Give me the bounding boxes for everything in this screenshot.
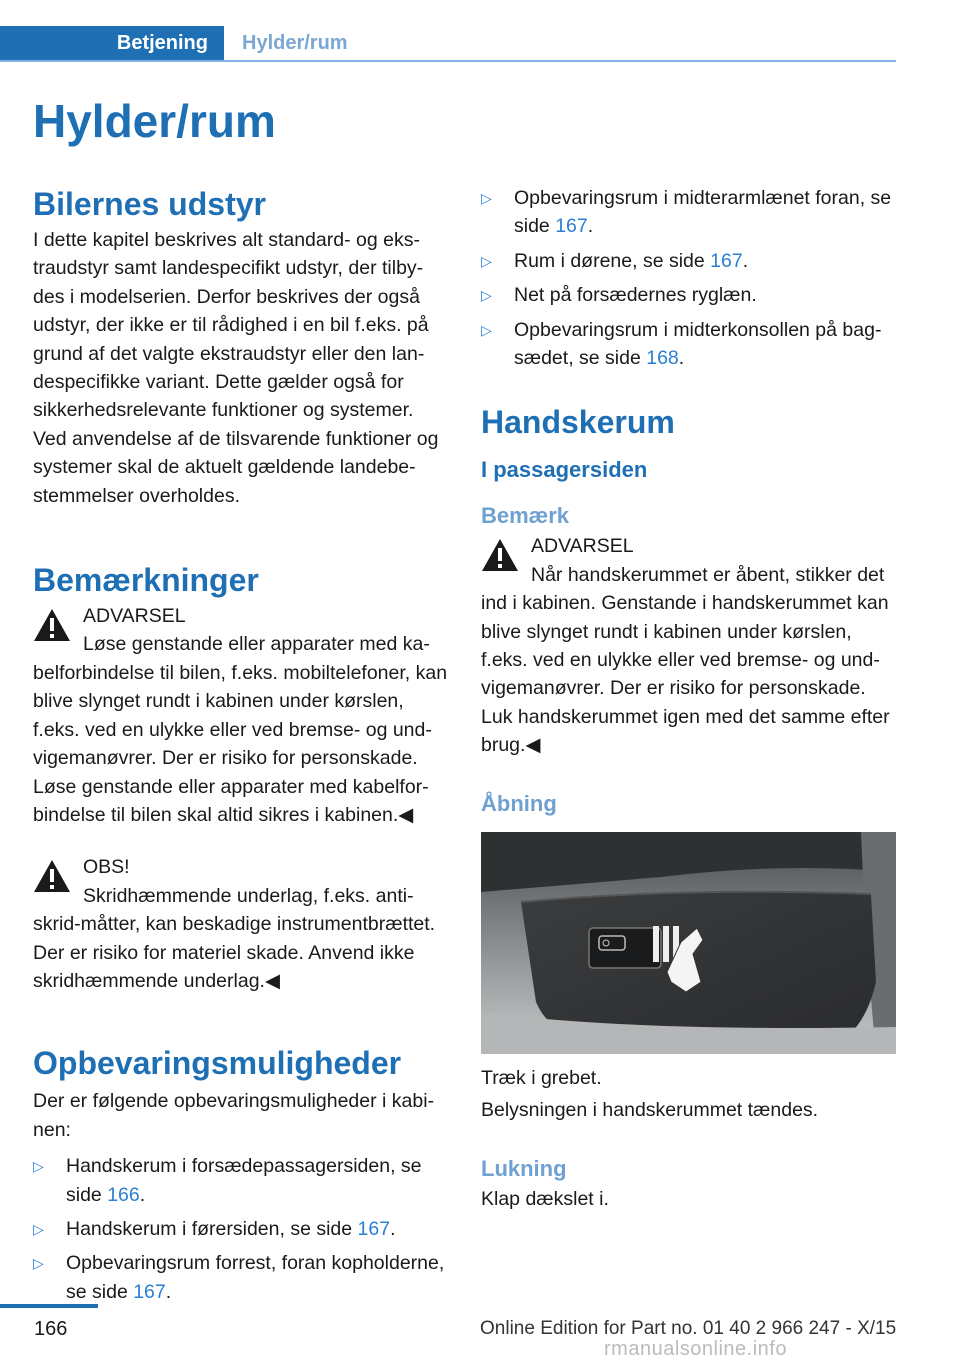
list-item: ▷ Net på forsædernes ryglæn. <box>481 281 896 309</box>
section-tab[interactable]: Hylder/rum <box>242 32 348 54</box>
opening-heading: Åbning <box>481 790 557 816</box>
warning-triangle-icon <box>33 608 71 642</box>
edition-text: Online Edition for Part no. 01 40 2 966 247 - X/15 <box>480 1318 897 1339</box>
glovebox-photo <box>481 832 896 1054</box>
warning-label: ADVARSEL <box>531 535 634 558</box>
list-item: ▷ Opbevaringsrum forrest, foran kopholderne, se side 167. <box>33 1249 448 1306</box>
note-heading: Bemærk <box>481 503 570 529</box>
bullet-triangle-icon: ▷ <box>33 1158 44 1175</box>
list-item: ▷ Handskerum i forsædepassagersiden, se side 166. <box>33 1152 448 1209</box>
list-item: ▷ Rum i dørene, se side 167. <box>481 247 896 275</box>
bullet-triangle-icon: ▷ <box>481 321 492 338</box>
closing-step-1: Klap dækslet i. <box>481 1187 609 1210</box>
left-column <box>33 184 448 1312</box>
storage-list-continued <box>481 184 896 372</box>
watermark: rmanualsonline.info <box>604 1338 787 1360</box>
caution-label: OBS! <box>83 856 130 879</box>
warning-block <box>33 602 448 829</box>
section-title-bilernes-udstyr: Bilernes udstyr <box>33 186 266 222</box>
page-number: 166 <box>34 1318 68 1340</box>
header-rule <box>0 60 896 62</box>
storage-intro: Der er følgende opbevaringsmuligheder i kabinen: <box>33 1090 435 1141</box>
closing-heading: Lukning <box>481 1155 567 1181</box>
page-link[interactable]: 167 <box>710 249 743 272</box>
opening-step-1: Træk i grebet. <box>481 1066 602 1089</box>
footer-rule <box>0 1304 98 1308</box>
glovebox-warning-block <box>481 532 896 759</box>
warning-triangle-icon <box>481 538 519 572</box>
page-link[interactable]: 167 <box>357 1217 391 1240</box>
page-link[interactable]: 166 <box>107 1183 140 1206</box>
equipment-paragraph: I dette kapitel beskrives alt standard- og ekstraudstyr samt landespecifikt udstyr, der tilby des i modelserien. Derfor beskrives der også udstyr, der ikke er til rådighed i en bil f.eks. på grund af det valgte ekstraudstyr eller den lan despecifikke variant. Dette gælder også for sikkerhedsrelevante funktioner og systemer. Ved anvendelse af de tilsvarende funktioner og systemer skal de aktuelt gældende landebe stemmelser overholdes. <box>33 229 439 507</box>
page-link[interactable]: 168 <box>646 347 679 370</box>
page-link[interactable]: 167 <box>555 215 588 238</box>
caution-text: Skridhæmmende underlag, f.eks. antiskrid-måtter, kan beskadige instrumentbrættet. Der er risiko for materiel skade. Anvend ikke skridhæmmende underlag.◀ <box>33 884 436 992</box>
warning-label: ADVARSEL <box>83 605 186 628</box>
bullet-triangle-icon: ▷ <box>481 190 492 206</box>
bullet-triangle-icon: ▷ <box>481 252 492 269</box>
list-item: ▷ Handskerum i førersiden, se side 167. <box>33 1215 448 1243</box>
caution-block <box>33 853 448 995</box>
warning-text: Når handskerummet er åbent, stikker det ind i kabinen. Genstande i handskerummet kan blive slynget rundt i kabinen under kørslen, f.eks. ved en ulykke eller ved bremse- og undvigemanøvrer. Der er risiko for personskade. Luk handskerummet igen med det samme efter brug.◀ <box>481 563 890 757</box>
storage-list <box>33 1152 448 1306</box>
page-link[interactable]: 167 <box>133 1280 166 1303</box>
bullet-triangle-icon: ▷ <box>481 287 492 304</box>
right-column <box>481 184 896 1213</box>
bullet-triangle-icon: ▷ <box>33 1255 44 1272</box>
bullet-triangle-icon: ▷ <box>33 1220 44 1237</box>
section-title-bemaerkninger: Bemærkninger <box>33 562 259 599</box>
list-item: ▷ Opbevaringsrum i midterarmlænet foran, se side 167. <box>481 184 896 241</box>
chapter-tab[interactable]: Betjening <box>0 26 224 60</box>
opening-step-2: Belysningen i handskerummet tændes. <box>481 1099 819 1122</box>
warning-text: Løse genstande eller apparater med kabelforbindelse til bilen, f.eks. mobiltelefoner, kan blive slynget rundt i kabinen under kørslen, f.eks. ved en ulykke eller ved bremse- og undvigemanøvrer. Der er risiko for personskade. Løse genstande eller apparater med kabelforbindelse til bilen skal altid sikres i kabinen.◀ <box>33 633 448 826</box>
header-bar <box>0 26 896 62</box>
page-title: Hylder/rum <box>33 95 276 147</box>
list-item: ▷ Opbevaringsrum i midterkonsollen på bagsædet, se side 168. <box>481 316 896 373</box>
warning-triangle-icon <box>33 859 71 893</box>
section-title-opbevaringsmuligheder: Opbevaringsmuligheder <box>33 1045 402 1082</box>
section-title-handskerum: Handskerum <box>481 404 675 441</box>
subsection-title-passagersiden: I passagersiden <box>481 457 648 483</box>
